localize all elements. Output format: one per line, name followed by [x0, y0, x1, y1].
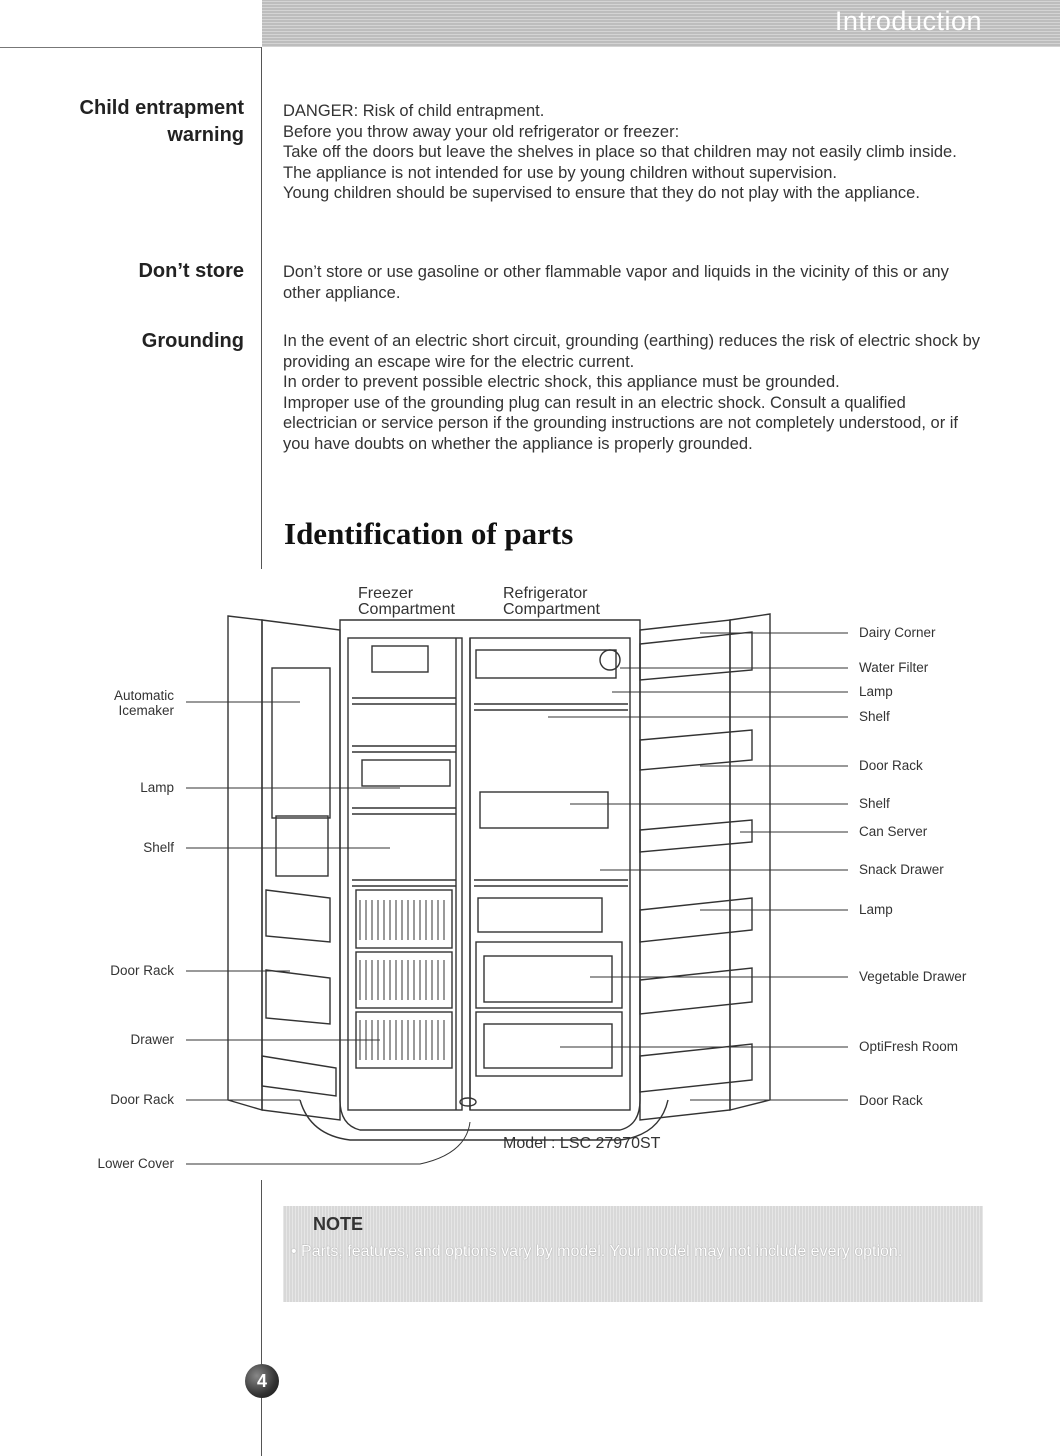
- section-bar: [261, 330, 262, 464]
- fridge-shelves: [474, 650, 628, 1076]
- note-box: [283, 1206, 983, 1302]
- label-dairy-corner: Dairy Corner: [859, 625, 936, 640]
- refrigerator-compartment-label: Refrigerator Compartment: [503, 585, 600, 618]
- label-door-rack-right-lower: Door Rack: [859, 1093, 923, 1108]
- section-title-grounding: Grounding: [141, 330, 244, 352]
- header-band: [262, 0, 1060, 47]
- label-vegetable-drawer: Vegetable Drawer: [859, 969, 967, 984]
- label-lamp-right-lower: Lamp: [859, 902, 893, 917]
- header-title: Introduction: [834, 6, 982, 36]
- cabinet-outline: [340, 620, 640, 1130]
- section-bar: [261, 260, 262, 304]
- section-title-child-entrapment: Child entrapment warning: [79, 97, 244, 146]
- label-automatic-icemaker: Automatic Icemaker: [113, 688, 174, 718]
- fridge-interior: [470, 638, 630, 1110]
- header-rule: [0, 47, 262, 48]
- label-door-rack-left-lower: Door Rack: [110, 1092, 174, 1107]
- refrigerator-door: [640, 614, 770, 1120]
- note-title: NOTE: [313, 1214, 364, 1234]
- label-lower-cover: Lower Cover: [97, 1156, 174, 1171]
- label-water-filter: Water Filter: [859, 660, 929, 675]
- page-number-badge: 4: [245, 1364, 279, 1398]
- label-optifresh-room: OptiFresh Room: [859, 1039, 959, 1054]
- right-leader-lines: [548, 633, 848, 1100]
- refrigerator-diagram: [0, 580, 1060, 1180]
- model-label: Model : LSC 27970ST: [503, 1135, 661, 1152]
- freezer-compartment-label: Freezer Compartment: [358, 585, 455, 618]
- label-snack-drawer: Snack Drawer: [859, 862, 944, 877]
- label-door-rack-right-upper: Door Rack: [859, 758, 923, 773]
- label-lamp-left: Lamp: [140, 780, 174, 795]
- section-text-grounding: In the event of an electric short circuit, grounding (earthing) reduces the risk of electric shock by providing an escape wire for the electric current. In order to prevent possible electric shock, this appliance must be grounded. Improper use of the grounding plug can result in an electric shock. Consult a qualified electrician or service person if the grounding instructions are not completely understood, or if you have doubts on whether the appliance is properly grounded.: [283, 332, 981, 453]
- section-title-dont-store: Don’t store: [138, 260, 244, 282]
- label-can-server: Can Server: [859, 824, 928, 839]
- section-text-dont-store: Don’t store or use gasoline or other flammable vapor and liquids in the vicinity of this or any other appliance.: [283, 263, 949, 302]
- label-drawer-left: Drawer: [130, 1032, 174, 1047]
- label-shelf-right-upper: Shelf: [859, 709, 890, 724]
- section-bar: [261, 97, 262, 237]
- icemaker: [372, 646, 428, 672]
- danger-line: DANGER: Risk of child entrapment.: [283, 102, 545, 120]
- freezer-shelves: [352, 698, 456, 1068]
- label-lamp-right-upper: Lamp: [859, 684, 893, 699]
- identification-title: Identification of parts: [284, 516, 574, 551]
- wire-baskets: [360, 900, 444, 1060]
- margin-line-bottom: [261, 1180, 262, 1456]
- freezer-door: [228, 616, 340, 1120]
- freezer-interior: [348, 638, 462, 1110]
- label-door-rack-left-upper: Door Rack: [110, 963, 174, 978]
- label-shelf-right-lower: Shelf: [859, 796, 890, 811]
- label-shelf-left: Shelf: [143, 840, 174, 855]
- section-text-child-entrapment: DANGER: Risk of child entrapment. Before you throw away your old refrigerator or freezer: Take off the doors but leave the shelves in place so that children may not easily climb inside. The appliance is not intended for use by young children without supervision. Young children should be supervised to ensure that they do not play with the appliance.: [283, 101, 983, 204]
- note-text: • Parts, features, and options vary by model. Your model may not include every option.: [291, 1243, 903, 1260]
